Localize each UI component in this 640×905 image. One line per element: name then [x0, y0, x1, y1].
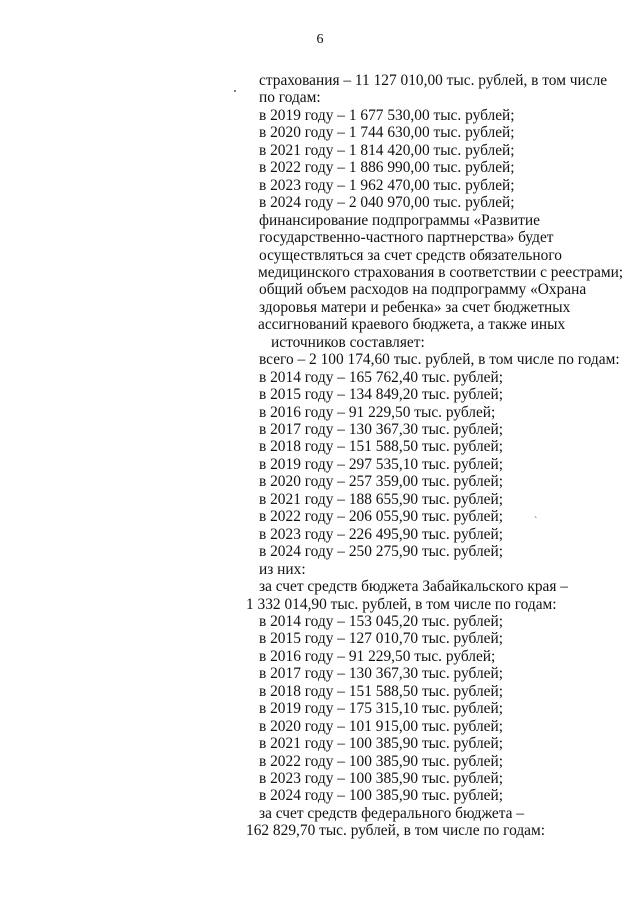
- document-line: в 2021 году – 188 655,90 тыс. рублей;: [259, 490, 503, 508]
- document-line: государственно-частного партнерства» будет: [259, 229, 554, 247]
- document-line: осуществляться за счет средств обязательного: [259, 246, 562, 264]
- document-line: в 2015 году – 134 849,20 тыс. рублей;: [259, 386, 503, 404]
- document-line: медицинского страхования в соответствии с реестрами;: [258, 263, 624, 281]
- document-line: из них:: [259, 560, 306, 578]
- document-line: в 2019 году – 1 677 530,00 тыс. рублей;: [259, 106, 515, 124]
- scan-speck: [234, 90, 236, 92]
- document-line: в 2023 году – 1 962 470,00 тыс. рублей;: [259, 176, 515, 194]
- document-line: общий объем расходов на подпрограмму «Охрана: [259, 281, 587, 299]
- document-line: в 2022 году – 1 886 990,00 тыс. рублей;: [259, 159, 515, 177]
- document-line: в 2019 году – 175 315,10 тыс. рублей;: [259, 700, 503, 718]
- document-line: в 2021 году – 1 814 420,00 тыс. рублей;: [259, 141, 515, 159]
- document-line: в 2017 году – 130 367,30 тыс. рублей;: [259, 421, 503, 438]
- document-line: в 2020 году – 101 915,00 тыс. рублей;: [259, 717, 503, 735]
- document-line: в 2018 году – 151 588,50 тыс. рублей;: [259, 682, 503, 700]
- page-number: 6: [316, 32, 324, 47]
- document-line: 1 332 014,90 тыс. рублей, в том числе по годам:: [246, 595, 557, 613]
- document-line: в 2024 году – 100 385,90 тыс. рублей;: [259, 787, 503, 805]
- document-line: в 2014 году – 153 045,20 тыс. рублей;: [259, 612, 503, 630]
- document-line: 162 829,70 тыс. рублей, в том числе по годам:: [246, 822, 546, 840]
- document-line: в 2024 году – 250 275,90 тыс. рублей;: [259, 543, 503, 561]
- stray-mark: `: [534, 516, 538, 527]
- document-line: в 2020 году – 1 744 630,00 тыс. рублей;: [259, 124, 515, 142]
- document-line: страхования – 11 127 010,00 тыс. рублей, в том числе: [259, 72, 608, 89]
- document-line: в 2024 году – 2 040 970,00 тыс. рублей;: [259, 194, 515, 212]
- document-line: в 2019 году – 297 535,10 тыс. рублей;: [259, 455, 503, 473]
- document-line: в 2015 году – 127 010,70 тыс. рублей;: [259, 630, 503, 648]
- document-line: ассигнований краевого бюджета, а также иных: [258, 316, 566, 334]
- document-line: в 2023 году – 100 385,90 тыс. рублей;: [259, 770, 503, 787]
- document-line: финансирование подпрограммы «Развитие: [259, 211, 540, 229]
- document-line: в 2021 году – 100 385,90 тыс. рублей;: [259, 735, 503, 753]
- document-line: в 2016 году – 91 229,50 тыс. рублей;: [259, 403, 496, 421]
- document-line: источников составляет:: [271, 333, 425, 351]
- document-line: по годам:: [259, 89, 321, 107]
- document-line: в 2017 году – 130 367,30 тыс. рублей;: [259, 665, 503, 683]
- document-line: в 2022 году – 100 385,90 тыс. рублей;: [259, 752, 503, 770]
- document-line: в 2020 году – 257 359,00 тыс. рублей;: [259, 473, 503, 491]
- document-line: в 2014 году – 165 762,40 тыс. рублей;: [259, 368, 503, 386]
- document-line: за счет средств федерального бюджета –: [259, 804, 525, 822]
- document-line: за счет средств бюджета Забайкальского края –: [259, 578, 568, 596]
- document-line: в 2023 году – 226 495,90 тыс. рублей;: [259, 525, 503, 543]
- document-line: здоровья матери и ребенка» за счет бюджетных: [259, 298, 571, 316]
- document-line: всего – 2 100 174,60 тыс. рублей, в том числе по годам:: [259, 351, 620, 369]
- document-line: в 2016 году – 91 229,50 тыс. рублей;: [259, 647, 496, 665]
- document-line: в 2018 году – 151 588,50 тыс. рублей;: [259, 438, 503, 456]
- document-line: в 2022 году – 206 055,90 тыс. рублей;: [259, 508, 503, 526]
